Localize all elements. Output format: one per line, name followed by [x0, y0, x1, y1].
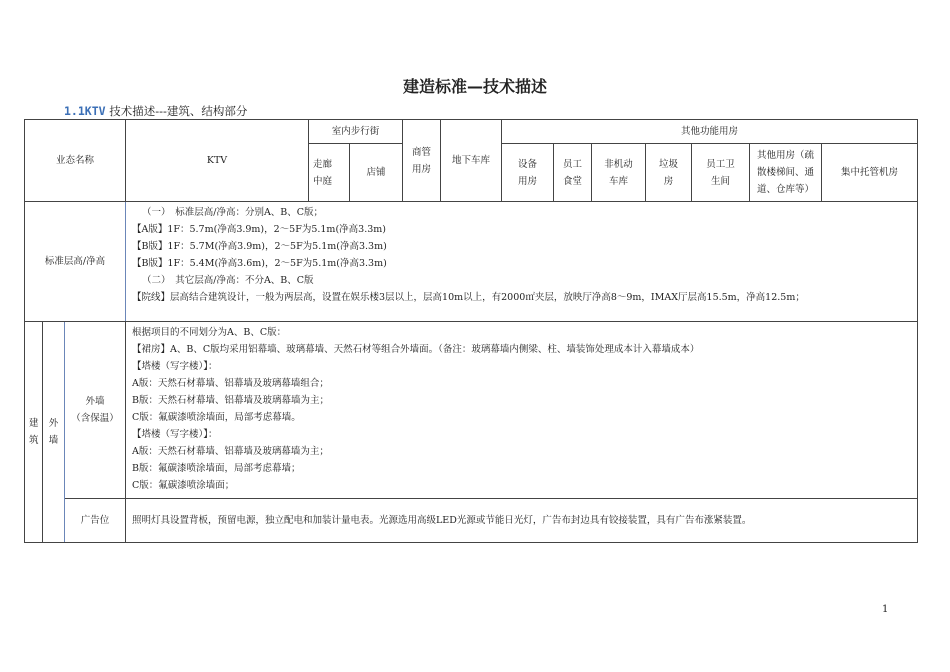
header-garage: 地下车库 [441, 120, 502, 202]
header-equipment-room: 设备 用房 [502, 144, 554, 202]
exterior-wall-description [126, 322, 918, 499]
floor-height-line: 【院线】层高结合建筑设计，一般为两层高，设置在娱乐楼3层以上，层高10m以上，有2000㎡夹层，放映厅净高8～9m，IMAX厅层高15.5m，净高12.5m； [132, 292, 805, 303]
exterior-wall-row [25, 322, 918, 499]
header-other-functions: 其他功能用房 [502, 120, 918, 144]
exterior-wall-line: B版：天然石材幕墙、铝幕墙及玻璃幕墙为主； [132, 395, 329, 406]
header-concierge-room: 集中托管机房 [822, 144, 918, 202]
floor-height-description [126, 202, 918, 322]
exterior-wall-line: C版：氟碳漆喷涂墙面； [132, 480, 235, 491]
floor-height-label: 标准层高/净高 [25, 202, 126, 322]
header-shops: 店铺 [350, 144, 403, 202]
header-garbage-room: 垃圾 房 [646, 144, 692, 202]
header-mgmt-room: 商管 用房 [403, 120, 441, 202]
exterior-wall-line: 【塔楼（写字楼）】： [132, 361, 218, 372]
exterior-wall-label: 外墙 （含保温） [65, 322, 126, 499]
spec-table [24, 119, 918, 543]
floor-height-line: 【B版】1F：5.4M(净高3.6m)，2～5F为5.1m(净高3.3m) [132, 258, 387, 269]
section-heading: 技术描述---建筑、结构部分 [109, 104, 248, 118]
header-staff-toilet: 员工卫 生间 [692, 144, 750, 202]
building-label: 建 筑 [25, 322, 43, 543]
floor-height-line: （二） 其它层高/净高：不分A、B、C版 [142, 275, 314, 286]
header-corridor: 走廊 中庭 [309, 144, 350, 202]
ad-space-row [25, 499, 918, 543]
exterior-wall-line: A版：天然石材幕墙、铝幕墙及玻璃幕墙为主； [132, 446, 329, 457]
floor-height-line: 【B版】1F：5.7M(净高3.9m)，2～5F为5.1m(净高3.3m) [132, 241, 387, 252]
exterior-wall-line: A版：天然石材幕墙、铝幕墙及玻璃幕墙组合； [132, 378, 329, 389]
floor-height-line: 【A版】1F：5.7m(净高3.9m)，2～5F为5.1m(净高3.3m) [132, 224, 386, 235]
section-subtitle [64, 103, 247, 119]
page-number: 1 [882, 604, 889, 615]
ad-space-label: 广告位 [65, 499, 126, 543]
section-number: 1.1KTV [64, 104, 106, 118]
floor-height-line: （一） 标准层高/净高：分别A、B、C版； [142, 207, 324, 218]
document-title: 建造标准—技术描述 [402, 77, 547, 96]
exterior-wall-line: B版：氟碳漆喷涂墙面，局部考虑幕墙； [132, 463, 301, 474]
header-other-rooms: 其他用房（疏 散楼梯间、通 道、仓库等） [750, 144, 822, 202]
exterior-wall-line: C版：氟碳漆喷涂墙面，局部考虑幕墙。 [132, 412, 301, 423]
floor-height-row [25, 202, 918, 322]
header-indoor-street: 室内步行街 [309, 120, 403, 144]
header-business-name: 业态名称 [25, 120, 126, 202]
header-row-1 [25, 120, 918, 144]
header-staff-canteen: 员工 食堂 [554, 144, 592, 202]
exterior-wall-line: 根据项目的不同划分为A、B、C版： [132, 327, 287, 338]
header-nonmotor-garage: 非机动 车库 [592, 144, 646, 202]
wall-label: 外 墙 [43, 322, 65, 543]
header-ktv: KTV [126, 120, 309, 202]
exterior-wall-line: 【塔楼（写字楼）】： [132, 429, 218, 440]
ad-space-description: 照明灯具设置背板，预留电源，独立配电和加装计量电表。光源选用高级LED光源或节能日光灯，广告布封边具有铰接装置，具有广告布涨紧装置。 [126, 499, 918, 543]
exterior-wall-line: 【裙房】A、B、C版均采用铝幕墙、玻璃幕墙、天然石材等组合外墙面。（备注：玻璃幕墙内侧梁、柱、墙装饰处理成本计入幕墙成本） [132, 344, 700, 355]
